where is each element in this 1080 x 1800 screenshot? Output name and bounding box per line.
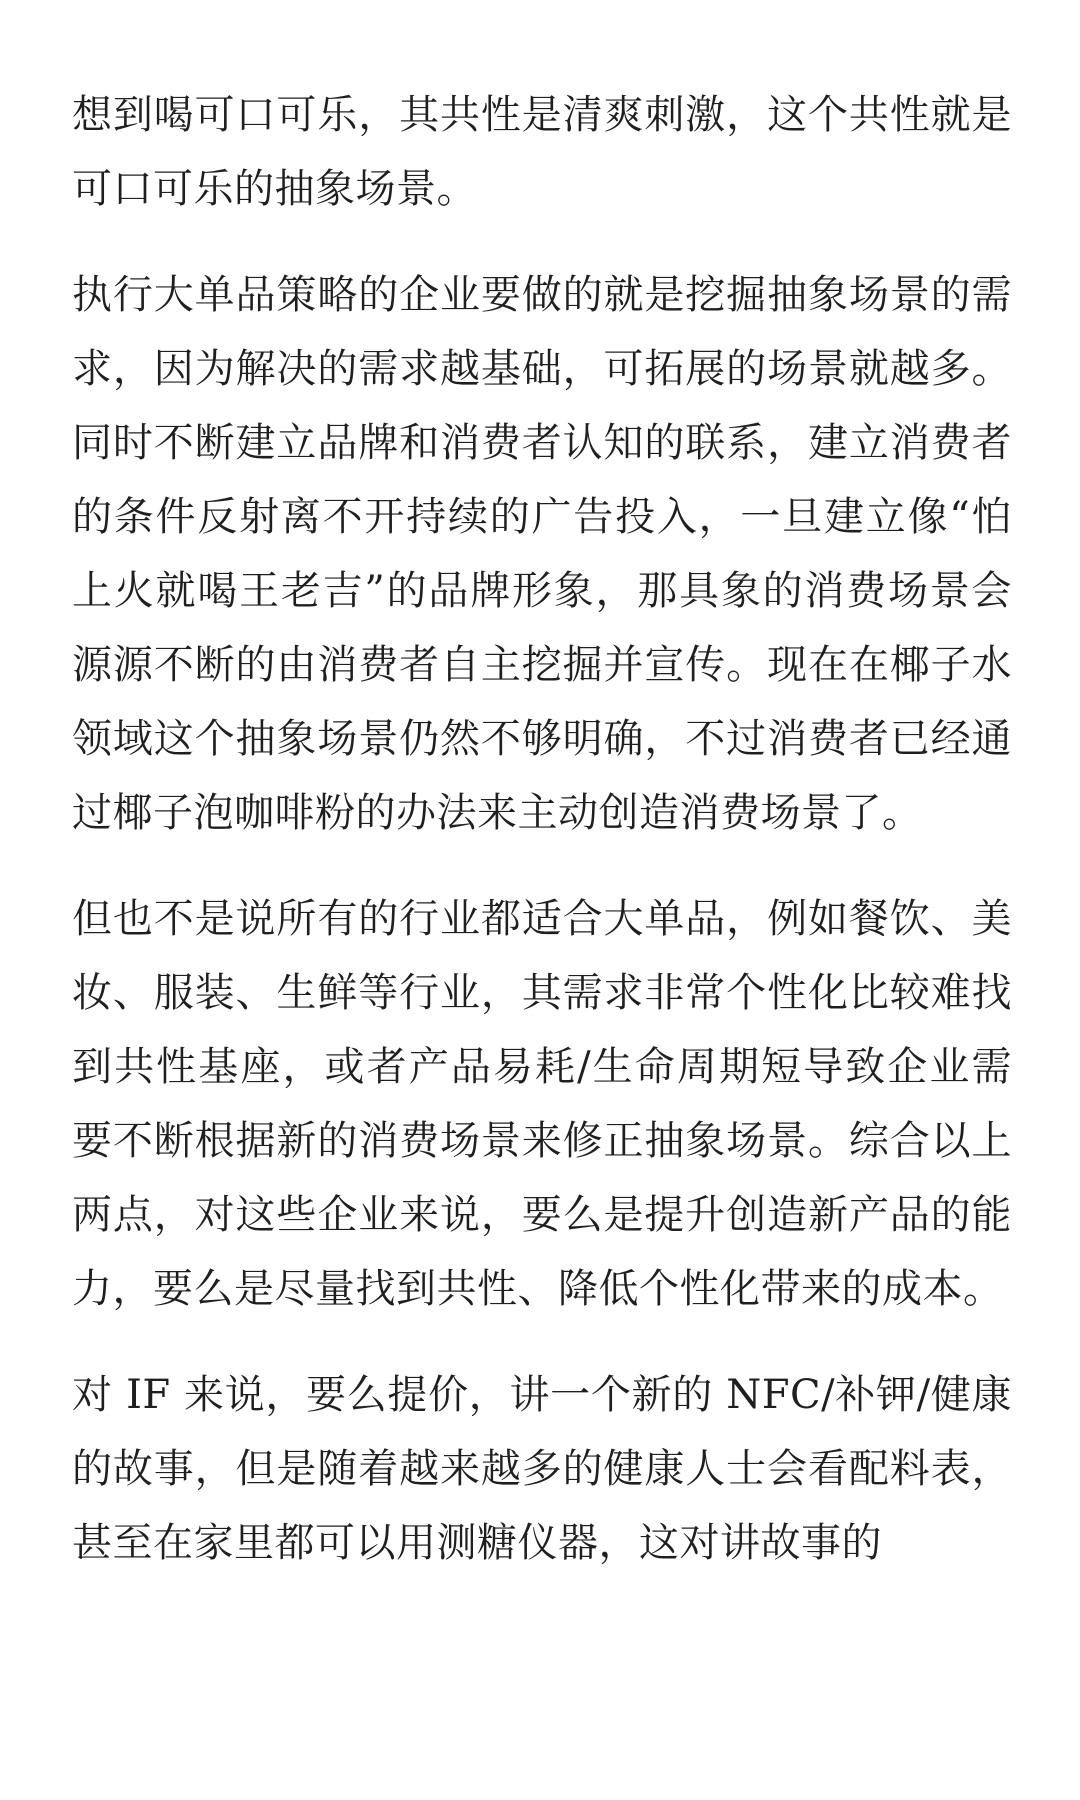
- article-body: [72, 78, 1012, 1612]
- paragraph-if-options: 对 IF 来说，要么提价，讲一个新的 NFC/补钾/健康的故事，但是随着越来越多的健康人士会看配料表，甚至在家里都可以用测糖仪器，这对讲故事的: [72, 1372, 1012, 1566]
- paragraph-single-product-strategy: 执行大单品策略的企业要做的就是挖掘抽象场景的需求，因为解决的需求越基础，可拓展的场景就越多。同时不断建立品牌和消费者认知的联系，建立消费者的条件反射离不开持续的广告投入，一旦建立像“怕上火就喝王老吉”的品牌形象，那具象的消费场景会源源不断的由消费者自主挖掘并宣传。现在在椰子水领域这个抽象场景仍然不够明确，不过消费者已经通过椰子泡咖啡粉的办法来主动创造消费场景了。: [72, 272, 1012, 836]
- paragraph-coca-cola-scene: 想到喝可口可乐，其共性是清爽刺激，这个共性就是可口可乐的抽象场景。: [72, 92, 1012, 212]
- paragraph-industry-limits: 但也不是说所有的行业都适合大单品，例如餐饮、美妆、服装、生鲜等行业，其需求非常个性化比较难找到共性基座，或者产品易耗/生命周期短导致企业需要不断根据新的消费场景来修正抽象场景。综合以上两点，对这些企业来说，要么是提升创造新产品的能力，要么是尽量找到共性、降低个性化带来的成本。: [72, 896, 1012, 1312]
